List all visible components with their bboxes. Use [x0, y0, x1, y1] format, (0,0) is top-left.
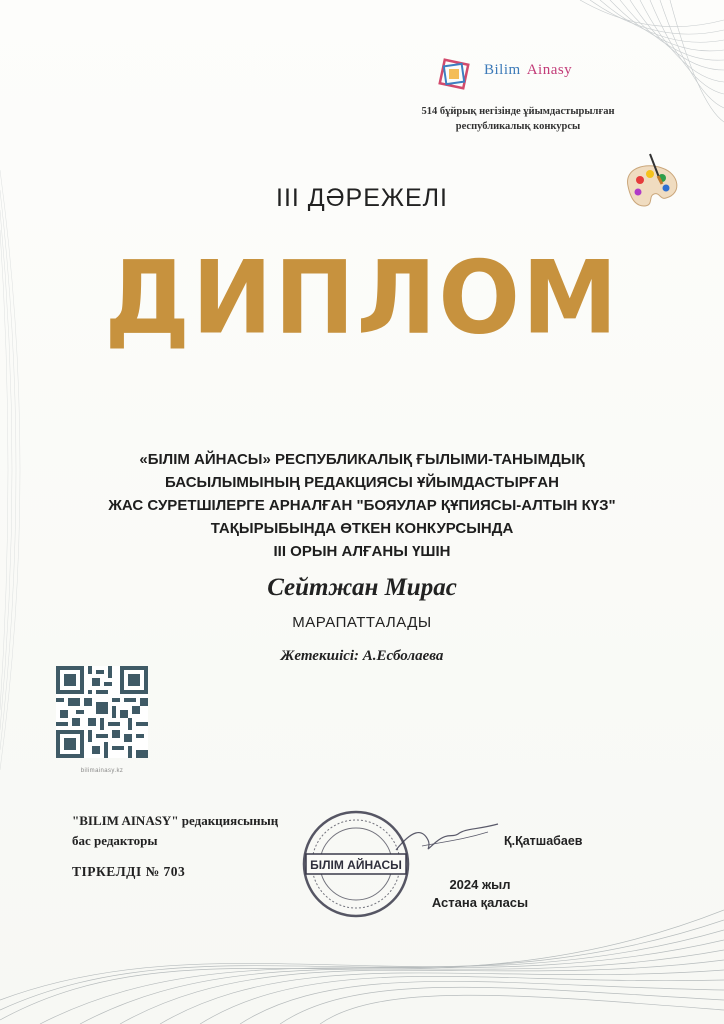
contest-tagline: 514 бұйрық негізінде ұйымдастырылған республикалық конкурсы: [421, 106, 615, 132]
decorative-waves-bottom: [0, 870, 724, 1024]
brand-name-part2: Ainasy: [526, 62, 573, 78]
supervisor-name: Жетекшісі: А.Есболаева: [280, 648, 444, 664]
seal-text: БІЛІМ АЙНАСЫ: [310, 858, 402, 872]
editor-name: Қ.Қатшабаев: [504, 834, 583, 848]
award-description-line: ТАҚЫРЫБЫНДА ӨТКЕН КОНКУРСЫНДА: [210, 520, 514, 537]
diploma-degree: III ДӘРЕЖЕЛІ: [276, 184, 448, 212]
editor-title-line1: "BILIM AINASY" редакциясының: [72, 813, 279, 828]
brand-name: [484, 62, 572, 79]
award-description-line: «БІЛІМ АЙНАСЫ» РЕСПУБЛИКАЛЫҚ ҒЫЛЫМИ-ТАНЫМДЫҚ: [139, 451, 585, 468]
awarded-text: МАРАПАТТАЛАДЫ: [292, 614, 432, 631]
recipient-name: Сейтжан Мирас: [267, 574, 457, 601]
issue-year: 2024 жыл: [449, 877, 511, 892]
editor-title-line2: бас редакторы: [72, 833, 158, 848]
qr-code-icon[interactable]: [56, 666, 148, 758]
award-description: [60, 448, 664, 563]
brand-name-part1: Bilim: [484, 62, 521, 78]
qr-code-caption: bilimainasy.kz: [80, 768, 124, 774]
award-description-line: ЖАС СУРЕТШІЛЕРГЕ АРНАЛҒАН "БОЯУЛАР ҚҰПИЯСЫ-АЛТЫН КҮЗ": [108, 497, 616, 514]
issue-city: Астана қаласы: [431, 895, 529, 910]
diploma-title: ДИПЛОМ: [104, 239, 620, 357]
bilim-ainasy-logo-icon: [436, 58, 474, 92]
award-description-line: III ОРЫН АЛҒАНЫ ҮШІН: [273, 543, 451, 560]
registration-number: ТІРКЕЛДІ № 703: [72, 864, 186, 879]
award-description-line: БАСЫЛЫМЫНЫҢ РЕДАКЦИЯСЫ ҰЙЫМДАСТЫРҒАН: [165, 474, 559, 491]
editor-title: [72, 811, 322, 851]
